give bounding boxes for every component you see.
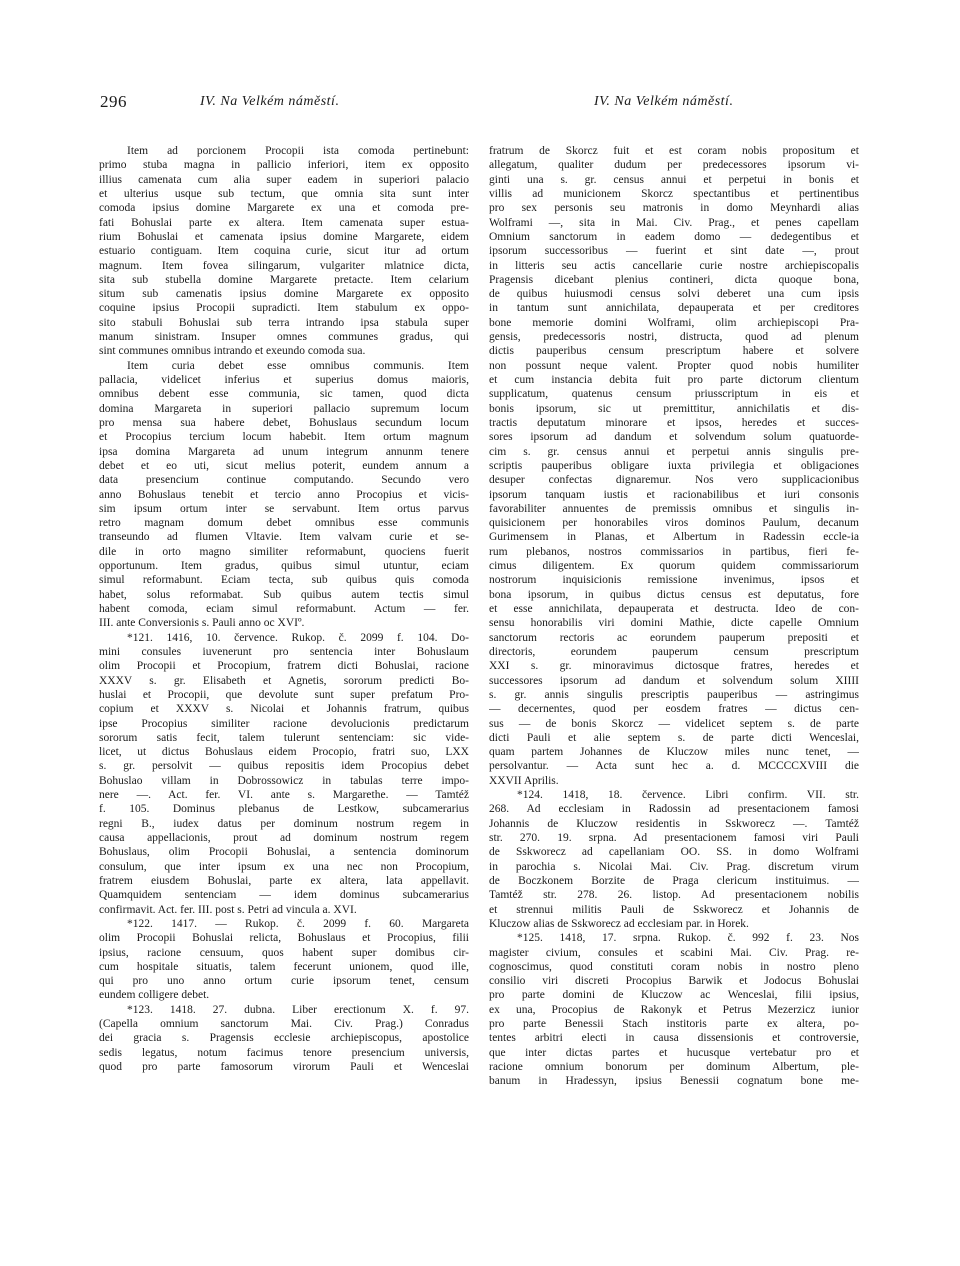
- text-line: sanctorum rectoris ac eorundem pauperum prepositi et: [489, 631, 859, 644]
- text-line: primo stuba magna in pallicio inferiori, item ex opposito: [99, 159, 469, 172]
- text-line: quam partem Johannes de Kluczow miles nunc tenet, —: [489, 746, 859, 759]
- text-line: sita sub stubella domine Margarete pretacte. Item celarium: [99, 273, 469, 286]
- text-line: bone memorie domini Wolframi, olim archiepiscopi Pra-: [489, 316, 859, 329]
- text-line: supplicatum, quatenus censum priusscriptum in eis et: [489, 388, 859, 401]
- paragraph-first-line: Item curia debet esse omnibus communis. Item: [127, 359, 469, 372]
- text-line: in tantum sunt annichilata, depauperata et per creditores: [489, 302, 859, 315]
- text-line: favorabiliter annuentes de premissis omnibus et singulis in-: [489, 502, 859, 515]
- text-line: in parochia s. Nicolai Mai. Civ. Prag. discretum virum: [489, 860, 859, 873]
- text-line: fratrum de Skorcz fuit et est coram nobis propositum et: [489, 145, 859, 157]
- text-line: racione omnium bonorum per dominum Albertum, ple-: [489, 1061, 859, 1073]
- text-line: XXXV s. gr. Elisabeth et Agnetis, sororum predicti Bo-: [99, 674, 469, 687]
- text-line: illius camenata cum alia super eadem in superiori palacio: [99, 173, 469, 186]
- text-line: successores ipsorum ad dandum et solvendum solum XIIII: [489, 674, 859, 687]
- paragraph-first-line: *123. 1418. 27. dubna. Liber erectionum X. f. 97.: [127, 1003, 469, 1016]
- text-line: sim ipsum ortum inter se servabunt. Item ortus parvus: [99, 502, 469, 515]
- text-line: huslai et Procopii, que devolute sunt super prefatum Pro-: [99, 688, 469, 701]
- text-line: Quamquidem sentenciam — idem dominus subcamerarius: [99, 889, 469, 902]
- text-line: — decernentes, quod per eosdem fratres — dictus cen-: [489, 703, 859, 716]
- text-line: quod pro parte famosorum virorum Pauli et Wenceslai: [99, 1061, 469, 1073]
- text-line: persolvantur. — Acta sunt hec a. d. MCCCCXVIII die: [489, 760, 859, 773]
- text-line: situm sub camenatis ipsius domine Margarete ex opposito: [99, 288, 469, 301]
- text-line: sito stabuli Bohuslai sub terra intrando ipsa stabula super: [99, 316, 469, 329]
- text-line: Pragensis dicebant plenius contineri, dicta quoque bona,: [489, 273, 859, 286]
- text-line: confirmavit. Act. fer. III. post s. Petri ad vincula a. XVI.: [99, 903, 357, 916]
- text-line: dei gracia s. Pragensis ecclesie archiepiscopus, apostolice: [99, 1032, 469, 1045]
- text-line: s. gr. persolvit — quibus repositis idem Procopius debet: [99, 760, 469, 773]
- text-line: de Sskworecz ad capellaniam OO. SS. in domo Wolframi: [489, 846, 859, 859]
- text-line: tentes arbitri electi in causa dissensionis et controversie,: [489, 1032, 859, 1045]
- text-line: cim s. gr. census annui et perpetui annis singulis pre-: [489, 445, 859, 458]
- text-column-left: [99, 144, 469, 1074]
- text-line: et strennui militis Pauli de Sskworecz et Johannis de: [489, 903, 859, 916]
- text-line: Bohuslaus, olim Procopii Bohuslai, a sentencia dominorum: [99, 846, 469, 859]
- text-line: sensu honorabilis viri domini Mathie, dicte capelle Omnium: [489, 617, 859, 630]
- text-line: eundem colligere debet.: [99, 989, 210, 1002]
- text-line: XXVII Aprilis.: [489, 774, 559, 787]
- text-line: tractis deputatum minorare et ipsos, heredes et succes-: [489, 416, 859, 429]
- text-line: omnibus debent esse communia, sic tamen, quod dicta: [99, 388, 469, 401]
- text-line: Kluczow alias de Sskworecz ad ecclesiam par. in Horek.: [489, 917, 749, 930]
- text-line: cognoscimus, quod constituti coram nobis in nostro pleno: [489, 960, 859, 973]
- text-line: non possunt neque valent. Propter quod nobis humiliter: [489, 359, 859, 372]
- text-line: banum in Hradessyn, ipsius Benessii cognatum bone me-: [489, 1075, 859, 1088]
- text-line: causa appellacionis, prout ad dominum nostrum regem: [99, 832, 469, 844]
- text-line: sedis legatus, notum facimus tenore presencium universis,: [99, 1046, 469, 1059]
- text-line: ipsorum successoribus — fuerint et sint date —, prout: [489, 245, 859, 258]
- text-line: dictis pauperibus censum prescriptum habere et solvere: [489, 345, 859, 358]
- text-line: retro magnam domum debet omnibus esse communis: [99, 517, 469, 530]
- text-line: ginti una s. gr. census annui et perpetui in bonis et: [489, 173, 859, 186]
- text-line: nere —. Act. fer. VI. ante s. Margarethe. — Tamtéž: [99, 789, 469, 802]
- text-line: coquine ipsius Procopii supradicti. Item stabulum ex oppo-: [99, 302, 469, 315]
- text-line: de quibus huiusmodi census solvi deberet una cum ipsis: [489, 288, 859, 301]
- text-line: rium Bohuslai et camenata ipsius domine Margarete, eidem: [99, 230, 469, 243]
- text-line: copium et XXXV s. Nicolai et Johannis fratrum, quibus: [99, 703, 469, 716]
- text-line: in litteris seu actis cancellarie curie nostre archiepiscopalis: [489, 259, 859, 272]
- text-line: de Boczkonem Borzite de Praga clericum instituimus. —: [489, 874, 859, 887]
- text-line: pro sex personis seu matronis in domo Meynhardi alias: [489, 202, 859, 215]
- text-line: Johannis de Kluczow residentis in Sskworecz —. Tamtéž: [489, 817, 859, 830]
- text-line: opportunum. Item gradus, quibus simul utuntur, eciam: [99, 560, 469, 573]
- text-line: Wolframi —, sita in Mai. Civ. Prag., et penes capellam: [489, 216, 859, 229]
- text-line: rum plebanos, nostros commissarios in partibus, fieri fe-: [489, 545, 859, 558]
- text-line: f. 105. Dominus plebanus de Lestkow, subcamerarius: [99, 803, 469, 816]
- text-line: consulum, que inter ipsum ex una nec non Procopium,: [99, 860, 469, 873]
- text-line: que inter dictas partes et hucusque vertebatur pro et: [489, 1046, 859, 1059]
- text-line: mini consules iuvenerunt pro sentencia inter Bohuslaum: [99, 645, 469, 658]
- running-title-right: IV. Na Velkém náměstí.: [594, 94, 734, 109]
- text-line: fati Bohuslai parte ex altera. Item camenata super estua-: [99, 216, 469, 229]
- text-line: manum sinistram. Insuper omnes communes gradus, qui: [99, 331, 469, 344]
- text-line: quisicionem per honorabiles viros dominos Paulum, decanum: [489, 517, 859, 530]
- text-line: qui pro uno anno ortum curie ipsorum tenet, censum: [99, 975, 469, 988]
- text-line: debet et eo uti, sicut melius poterit, eundem annum a: [99, 459, 469, 472]
- text-line: scriptis pauperibus obligare iuxta privilegia et obligaciones: [489, 459, 859, 472]
- text-line: magnum. Item fovea silingarum, vulgariter mlatnice dicta,: [99, 259, 469, 272]
- text-line: XXI s. gr. minoravimus dictosque fratres, heredes et: [489, 660, 859, 673]
- paragraph-first-line: Item ad porcionem Procopii ista comoda pertinebunt:: [127, 145, 469, 157]
- text-line: cum hospitale situatis, talem fecerunt unionem, quod ille,: [99, 960, 469, 973]
- text-line: pallacia, videlicet inferius et superius domus maioris,: [99, 374, 469, 386]
- text-line: et esse annichilata, depauperata et destructa. Ideo de con-: [489, 603, 859, 615]
- text-line: olim Procopii Bohuslai relicta, Bohuslaus et Procopius, filii: [99, 932, 469, 945]
- text-line: consilio viri discreti Procopius Barwik et Jodocus Bohuslai: [489, 975, 859, 988]
- text-line: magister civium, consules et scabini Mai. Civ. Prag. re-: [489, 946, 859, 959]
- text-line: Omnium sanctorum in eadem domo — dedegentibus et: [489, 230, 859, 243]
- text-line: (Capella omnium sanctorum Mai. Civ. Prag.) Conradus: [99, 1018, 469, 1031]
- text-line: et cum instancia debita fuit pro parte dictorum clientum: [489, 374, 859, 386]
- paragraph-first-line: *125. 1418, 17. srpna. Rukop. č. 992 f. 23. Nos: [517, 932, 859, 945]
- text-line: III. ante Conversionis s. Pauli anno oc XVIº.: [99, 617, 305, 630]
- text-line: Bohuslao villam in Dobrossowicz in tabulas terre impo-: [99, 774, 469, 787]
- text-line: licet, ut dictus Bohuslaus eidem Procopio, fratri suo, LXX: [99, 746, 469, 759]
- text-line: sores ipsorum ad dandum et solvendum solum quatuorde-: [489, 431, 859, 444]
- text-line: sint communes omnibus intrando et exeundo comoda sua.: [99, 345, 366, 358]
- text-line: ipsius, racione censuum, quos habent super domibus cir-: [99, 946, 469, 959]
- text-line: ipsa domina Margareta ad unum integrum annunm tenere: [99, 445, 469, 458]
- text-line: simul reformabunt. Eciam tecta, sub quibus quis comoda: [99, 574, 469, 587]
- text-line: bona ipsorum, in quibus dictus census est deputatus, fore: [489, 588, 859, 601]
- text-line: et ulterius usque sub tectum, que omnia sita sunt inter: [99, 187, 469, 200]
- text-line: et Procopius tercium locum habebit. Item ortum magnum: [99, 431, 469, 444]
- text-line: allegatum, qualiter dudum per predecessores ipsorum vi-: [489, 159, 859, 172]
- text-line: data presencium continue computando. Secundo vero: [99, 474, 469, 487]
- text-line: fratrem eiusdem Bohuslai, parte ex altera, lata appellavit.: [99, 874, 469, 887]
- text-line: regni B., iudex datus per dominum nostrum regem in: [99, 817, 469, 830]
- text-line: cimus diligentem. Ex quorum quidem commissariorum: [489, 560, 859, 573]
- text-line: bonis ipsorum, sic ut premittitur, annichilatis et dis-: [489, 402, 859, 415]
- text-line: olim Procopii et Procopium, fratrem dicti Bohuslai, racione: [99, 660, 469, 673]
- text-line: dile in orto magno similiter reformabunt, quociens fuerit: [99, 545, 469, 558]
- text-column-right: [489, 144, 859, 1089]
- running-title-left: IV. Na Velkém náměstí.: [200, 94, 340, 109]
- text-line: estuario contiguam. Item coquina curie, sicut itur ad ortum: [99, 245, 469, 258]
- text-line: pro parte domini de Kluczow ac Wenceslai, filii ipsius,: [489, 989, 859, 1002]
- text-line: transeundo ad flumen Vltavie. Item valvam curie et se-: [99, 531, 469, 544]
- text-line: pro mensa sua habere debet, Bohuslaus secundum locum: [99, 416, 469, 429]
- text-line: villis ad municionem Skorcz spectantibus et pertinentibus: [489, 187, 859, 200]
- text-line: pro parte Benessii Stach institoris parte ex altera, po-: [489, 1018, 859, 1031]
- text-line: domina Margareta in superiori pallacio supremum locum: [99, 402, 469, 415]
- text-line: ipsorum tanquam iustis et racionabilibus et iuri consonis: [489, 488, 859, 501]
- text-line: habent comoda, eciam simul reformabunt. Actum — fer.: [99, 603, 469, 615]
- text-line: sororum satis fecit, talem tulerunt sentenciam: sic vide-: [99, 731, 469, 744]
- page-number: 296: [100, 92, 127, 111]
- paragraph-first-line: *122. 1417. — Rukop. č. 2099 f. 60. Margareta: [127, 917, 469, 930]
- text-line: ex una, Procopius de Rakonyk et Petrus Mezerzicz iunior: [489, 1003, 859, 1016]
- text-line: directoris, eorundem pauperum censum prescriptum: [489, 645, 859, 658]
- page-header: [100, 92, 864, 118]
- paragraph-first-line: *124. 1418, 18. července. Libri confirm. VII. str.: [517, 789, 859, 802]
- text-line: str. 270. 19. srpna. Ad presentacionem famosi viri Pauli: [489, 832, 859, 844]
- text-line: ipse Procopius similiter racione devolucionis predictarum: [99, 717, 469, 730]
- text-line: gensis, predecessoris nostri, distructa, quod ad plenum: [489, 331, 859, 344]
- text-line: sus — de bonis Skorcz — videlicet septem s. de parte: [489, 717, 859, 730]
- text-line: s. gr. annis singulis prescriptis pauperibus — astringimus: [489, 688, 859, 701]
- paragraph-first-line: *121. 1416, 10. července. Rukop. č. 2099 f. 104. Do-: [127, 631, 469, 644]
- text-line: comoda ipsius domine Margarete ex una et comoda pre-: [99, 202, 469, 215]
- text-line: dicti Pauli et alie septem s. de parte dicti Wenceslai,: [489, 731, 859, 744]
- text-line: nostrorum inquisicionis remissione invenimus, ipsos et: [489, 574, 859, 587]
- text-line: Gurimensem in Planas, et Albertum in Radessin eccle-ia: [489, 531, 859, 544]
- text-line: anno Bohuslaus tenebit et tercio anno Procopius et vicis-: [99, 488, 469, 501]
- text-line: desuper confectas dignaremur. Nos vero supplicacionibus: [489, 474, 859, 487]
- text-line: habet, solus reformabat. Sub quibus autem tectis simul: [99, 588, 469, 601]
- text-line: Tamtéž str. 278. 26. listop. Ad presentacionem nobilis: [489, 889, 859, 902]
- text-line: 268. Ad ecclesiam in Radossin ad presentacionem famosi: [489, 803, 859, 816]
